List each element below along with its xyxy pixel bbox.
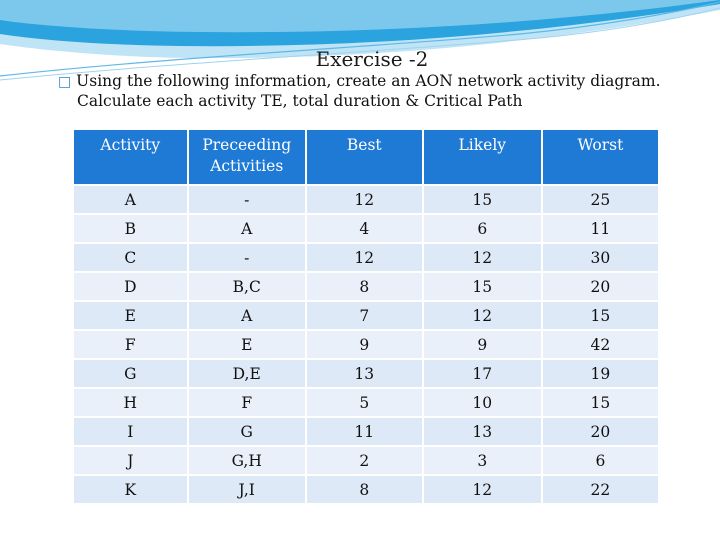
cell-best: 7: [307, 302, 422, 329]
cell-best: 8: [307, 273, 422, 300]
table-row: [74, 360, 658, 387]
table-row: [74, 215, 658, 242]
cell-activity: E: [74, 302, 187, 329]
cell-preceding: E: [189, 331, 305, 358]
bullet-line-1: Using the following information, create an AON network activity diagram.: [76, 72, 661, 90]
cell-activity: K: [74, 476, 187, 503]
table-row: [74, 302, 658, 329]
cell-likely: 12: [424, 476, 541, 503]
cell-likely: 12: [424, 302, 541, 329]
cell-preceding: -: [189, 186, 305, 213]
cell-preceding: -: [189, 244, 305, 271]
cell-preceding: A: [189, 302, 305, 329]
cell-likely: 15: [424, 273, 541, 300]
cell-worst: 15: [543, 302, 658, 329]
table-row: [74, 389, 658, 416]
cell-best: 11: [307, 418, 422, 445]
cell-preceding: G: [189, 418, 305, 445]
cell-activity: C: [74, 244, 187, 271]
header-likely: Likely: [424, 130, 541, 184]
cell-activity: H: [74, 389, 187, 416]
table-row: [74, 447, 658, 474]
cell-best: 9: [307, 331, 422, 358]
cell-likely: 6: [424, 215, 541, 242]
cell-activity: I: [74, 418, 187, 445]
cell-activity: G: [74, 360, 187, 387]
cell-best: 13: [307, 360, 422, 387]
cell-worst: 20: [543, 273, 658, 300]
cell-activity: D: [74, 273, 187, 300]
cell-likely: 13: [424, 418, 541, 445]
header-worst: Worst: [543, 130, 658, 184]
cell-worst: 42: [543, 331, 658, 358]
cell-likely: 3: [424, 447, 541, 474]
header-activity: Activity: [74, 130, 187, 184]
header-preceding-activities: Preceeding Activities: [189, 130, 305, 184]
cell-best: 5: [307, 389, 422, 416]
slide-title: Exercise -2: [315, 47, 429, 71]
cell-worst: 11: [543, 215, 658, 242]
cell-likely: 15: [424, 186, 541, 213]
cell-preceding: J,I: [189, 476, 305, 503]
cell-best: 4: [307, 215, 422, 242]
cell-best: 2: [307, 447, 422, 474]
cell-preceding: B,C: [189, 273, 305, 300]
cell-activity: F: [74, 331, 187, 358]
cell-best: 8: [307, 476, 422, 503]
cell-activity: J: [74, 447, 187, 474]
table-row: [74, 186, 658, 213]
cell-likely: 10: [424, 389, 541, 416]
bullet-square-icon: □: [58, 74, 72, 90]
table-row: [74, 273, 658, 300]
cell-worst: 15: [543, 389, 658, 416]
cell-worst: 19: [543, 360, 658, 387]
cell-likely: 9: [424, 331, 541, 358]
cell-activity: B: [74, 215, 187, 242]
cell-likely: 17: [424, 360, 541, 387]
table-row: [74, 476, 658, 503]
table-row: [74, 331, 658, 358]
cell-worst: 22: [543, 476, 658, 503]
cell-preceding: A: [189, 215, 305, 242]
cell-preceding: F: [189, 389, 305, 416]
cell-best: 12: [307, 186, 422, 213]
cell-worst: 20: [543, 418, 658, 445]
table-row: [74, 244, 658, 271]
cell-worst: 25: [543, 186, 658, 213]
cell-worst: 30: [543, 244, 658, 271]
cell-activity: A: [74, 186, 187, 213]
cell-worst: 6: [543, 447, 658, 474]
cell-likely: 12: [424, 244, 541, 271]
table-header-row: [74, 130, 658, 184]
instruction-bullet: [58, 72, 698, 111]
table-row: [74, 418, 658, 445]
cell-preceding: G,H: [189, 447, 305, 474]
activity-table: [72, 128, 660, 505]
cell-preceding: D,E: [189, 360, 305, 387]
bullet-line-2: Calculate each activity TE, total duration & Critical Path: [77, 92, 523, 110]
cell-best: 12: [307, 244, 422, 271]
header-best: Best: [307, 130, 422, 184]
